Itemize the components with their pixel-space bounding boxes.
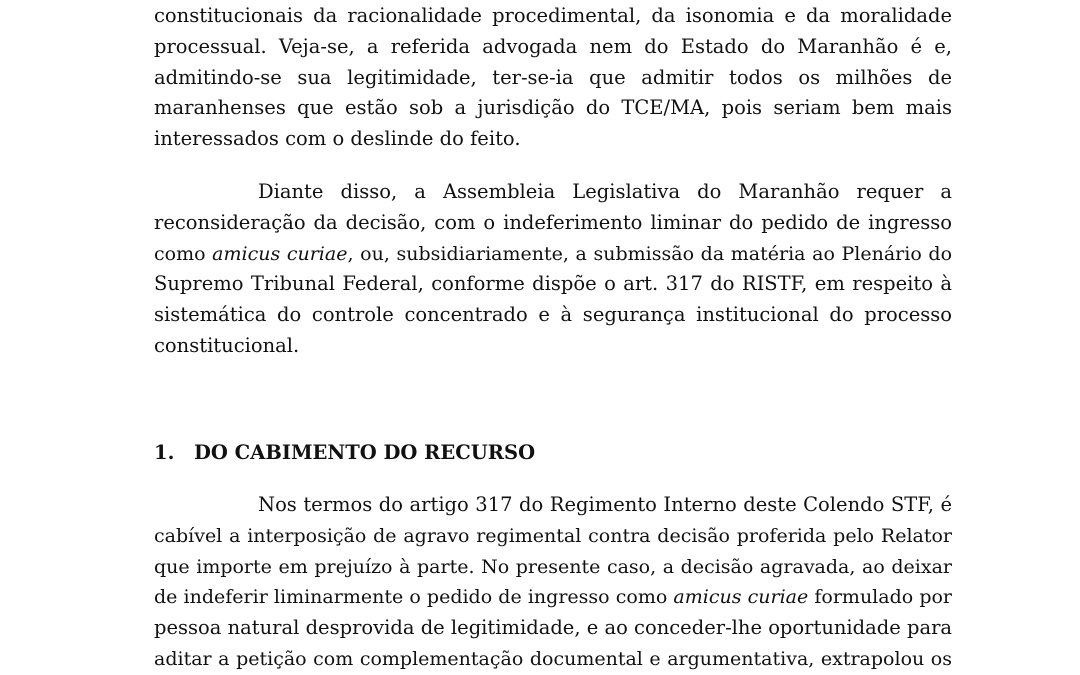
section-heading xyxy=(154,440,535,466)
text-line: Supremo Tribunal Federal, conforme dispõe o art. 317 do RISTF, em respeito à xyxy=(154,272,952,296)
section-title: DO CABIMENTO DO RECURSO xyxy=(194,441,536,464)
text-fragment: formulado por xyxy=(808,586,952,609)
text-line: reconsideração da decisão, com o indeferimento liminar do pedido de ingresso xyxy=(154,210,952,234)
text-line: processual. Veja-se, a referida advogada nem do Estado do Maranhão é e, xyxy=(154,34,952,58)
document-page xyxy=(154,0,952,675)
latin-term: amicus curiae xyxy=(212,242,348,265)
paragraph-reconsideracao xyxy=(154,177,952,362)
latin-term: amicus curiae xyxy=(673,586,809,609)
paragraph-cabimento xyxy=(154,490,952,675)
text-fragment: de indeferir liminarmente o pedido de ingresso como xyxy=(154,586,674,609)
section-number: 1. xyxy=(154,441,175,464)
text-line: admitindo-se sua legitimidade, ter-se-ia que admitir todos os milhões de xyxy=(154,65,952,89)
text-line: aditar a petição com complementação documental e argumentativa, extrapolou os xyxy=(154,647,952,670)
text-line: Diante disso, a Assembleia Legislativa do Maranhão requer a xyxy=(258,180,952,203)
text-line xyxy=(154,582,952,613)
text-line: constitucional. xyxy=(154,333,300,357)
text-line: Nos termos do artigo 317 do Regimento Interno deste Colendo STF, é xyxy=(258,493,952,516)
paragraph-racionalidade xyxy=(154,1,952,155)
text-line: constitucionais da racionalidade procedimental, da isonomia e da moralidade xyxy=(154,4,952,27)
text-line: interessados com o deslinde do feito. xyxy=(154,127,521,151)
text-line: que importe em prejuízo à parte. No presente caso, a decisão agravada, ao deixar xyxy=(154,555,952,578)
text-line: pessoa natural desprovida de legitimidade, e ao conceder-lhe oportunidade para xyxy=(154,616,952,640)
text-line: cabível a interposição de agravo regimental contra decisão proferida pelo Relator xyxy=(154,524,952,547)
text-fragment: , ou, subsidiariamente, a submissão da matéria ao Plenário do xyxy=(347,242,952,265)
text-line xyxy=(154,239,952,270)
text-line: maranhenses que estão sob a jurisdição do TCE/MA, pois seriam bem mais xyxy=(154,96,952,120)
text-fragment: como xyxy=(154,242,213,265)
text-line: sistemática do controle concentrado e à segurança institucional do processo xyxy=(154,303,952,327)
